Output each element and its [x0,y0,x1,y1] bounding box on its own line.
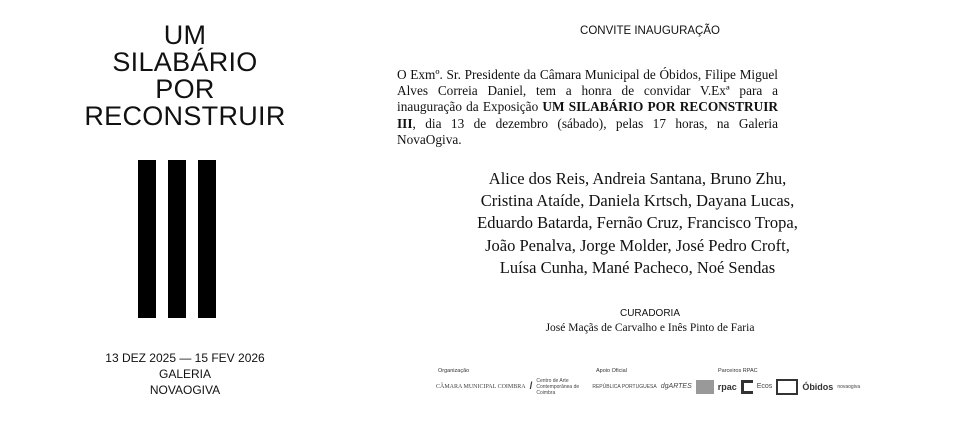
logo-row [436,378,860,396]
roman-three-graphic [138,160,216,318]
curatorship-label: CURADORIA [619,308,680,319]
exhibition-title [60,22,310,130]
invitation-text [397,67,778,148]
artists-line: Cristina Ataíde, Daniela Krtsch, Dayana Lucas, [480,191,795,211]
logo-ecos: Ecos [756,383,773,390]
exhibition-name: UM SILABÁRIO POR RECONSTRUIR III [397,99,779,131]
venue-line: GALERIA [158,367,212,381]
logo-c-mark [741,380,753,394]
curators: José Maçãs de Carvalho e Inês Pinto de Faria [545,322,755,334]
group-label: Organização [438,368,470,374]
artists-line: Eduardo Batarda, Fernão Cruz, Francisco Tropa, [477,213,798,233]
title-line: POR [155,74,215,104]
bar [138,160,156,318]
logo-dgartes: dgARTES [660,383,692,390]
exhibition-dates: 13 DEZ 2025 — 15 FEV 2026 [105,351,265,365]
logo-museu [776,379,798,395]
logo-coimbra: CÂMARA MUNICIPAL COIMBRA [436,384,526,390]
artists-list [430,168,845,279]
sponsor-logos [436,368,880,402]
bar [168,160,186,318]
logo-rpac: rpac [717,382,737,392]
logo-republica: REPÚBLICA PORTUGUESA [592,384,657,390]
invitation-heading: CONVITE INAUGURAÇÃO [580,25,720,37]
title-line: UM [163,20,207,50]
logo-rpac-image [696,380,714,394]
title-line: SILABÁRIO [112,47,258,77]
bar [198,160,216,318]
artists-line: Alice dos Reis, Andreia Santana, Bruno Zhu, [488,169,787,188]
logo-novaogiva: novaogiva [837,384,861,390]
group-label: Parceiros RPAC [718,368,758,374]
artists-line: João Penalva, Jorge Molder, José Pedro Croft, [485,235,790,255]
group-label: Apoio Oficial [596,368,627,374]
text-part: , dia 13 de dezembro (sábado), pelas 17 horas, na Galeria NovaOgiva. [397,115,778,147]
text-part: O Exmº. Sr. Presidente da Câmara Municipal de Óbidos, Filipe Miguel Alves Correia Daniel, tem a honra de convidar V.Exª para a inauguração da Exposição [397,67,778,115]
logo-caac: Centro de Arte Contemporânea de Coimbra [536,378,580,396]
exhibition-info [60,350,310,398]
artists-line: Luísa Cunha, Mané Pacheco, Noé Sendas [499,257,776,277]
title-line: RECONSTRUIR [84,101,286,131]
logo-separator: / [529,381,533,392]
logo-obidos: Óbidos [802,382,834,392]
venue-line: NOVAOGIVA [149,383,221,397]
